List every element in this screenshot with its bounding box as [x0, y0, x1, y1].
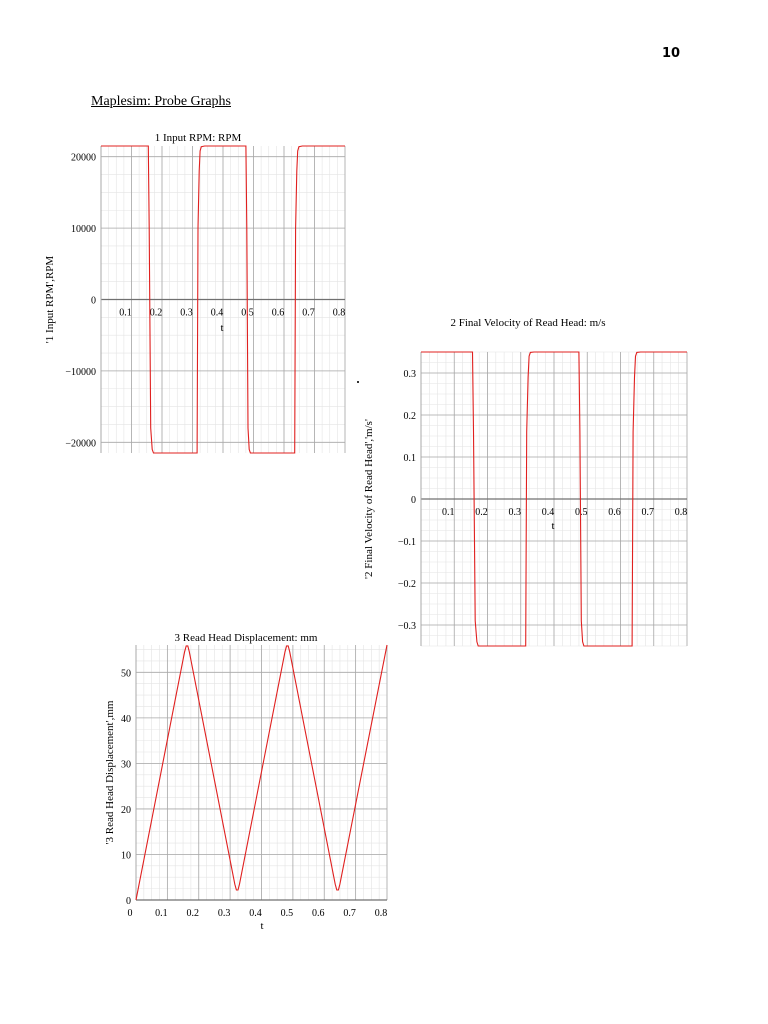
x-tick-label: 0.8	[374, 908, 388, 919]
x-tick-label: 0.2	[149, 307, 163, 319]
y-tick-label: 0.3	[403, 369, 416, 380]
x-axis-label: t	[551, 520, 555, 532]
y-tick-label: 0	[411, 495, 416, 506]
x-tick-label: 0.4	[541, 507, 555, 518]
stray-mark	[357, 381, 359, 383]
x-tick-label: 0.6	[271, 307, 285, 319]
x-tick-label: 0.7	[343, 908, 356, 919]
x-tick-label: 0.4	[210, 307, 224, 319]
y-tick-label: 20000	[71, 152, 96, 164]
section-heading: Maplesim: Probe Graphs	[91, 94, 231, 109]
y-tick-label: −0.3	[397, 621, 416, 632]
x-tick-label: 0.4	[249, 908, 262, 919]
x-tick-label: 0.2	[475, 507, 488, 518]
x-tick-label: 0.6	[312, 908, 325, 919]
x-tick-label: 0.6	[608, 507, 621, 518]
x-axis-label: t	[220, 322, 224, 334]
x-tick-label: 0.5	[280, 908, 294, 919]
y-tick-label: 10000	[71, 224, 96, 236]
page-number: 10	[662, 46, 681, 61]
x-tick-label: 0.2	[186, 908, 199, 919]
x-tick-label: 0.7	[641, 507, 654, 518]
y-tick-label: 50	[121, 668, 131, 680]
y-tick-label: 0.1	[403, 453, 416, 464]
y-axis-label: '3 Read Head Displacement',mm	[104, 700, 116, 845]
chart-title: 3 Read Head Displacement: mm	[174, 632, 318, 644]
x-tick-label: 0.3	[217, 908, 231, 919]
x-tick-label: 0.3	[508, 507, 521, 518]
x-tick-label: 0.7	[302, 307, 315, 319]
chart-title: 1 Input RPM: RPM	[154, 132, 242, 144]
x-tick-label: 0.5	[575, 507, 588, 518]
y-tick-label: 0.2	[403, 411, 416, 422]
y-tick-label: 0	[91, 295, 96, 307]
y-tick-label: −10000	[65, 366, 96, 378]
y-axis-label: '2 Final Velocity of Read Head','m/s'	[363, 419, 375, 579]
y-tick-label: 0	[126, 896, 131, 907]
y-tick-label: 40	[121, 713, 131, 725]
y-tick-label: 10	[121, 850, 131, 862]
y-axis-label: '1 Input RPM',RPM	[44, 255, 56, 344]
x-axis-label: t	[260, 920, 264, 932]
y-tick-label: −0.1	[397, 537, 416, 548]
x-tick-label: 0	[127, 908, 133, 919]
x-tick-label: 0.1	[155, 908, 168, 919]
x-tick-label: 0.1	[442, 507, 455, 518]
y-tick-label: 30	[121, 759, 131, 771]
x-tick-label: 0.3	[180, 307, 193, 319]
y-tick-label: −20000	[65, 438, 96, 450]
y-tick-label: −0.2	[397, 579, 416, 590]
x-tick-label: 0.8	[674, 507, 688, 518]
chart-title: 2 Final Velocity of Read Head: m/s	[450, 317, 606, 329]
x-tick-label: 0.1	[119, 307, 132, 319]
x-tick-label: 0.8	[332, 307, 346, 319]
x-tick-label: 0.5	[241, 307, 254, 319]
y-tick-label: 20	[121, 804, 131, 816]
